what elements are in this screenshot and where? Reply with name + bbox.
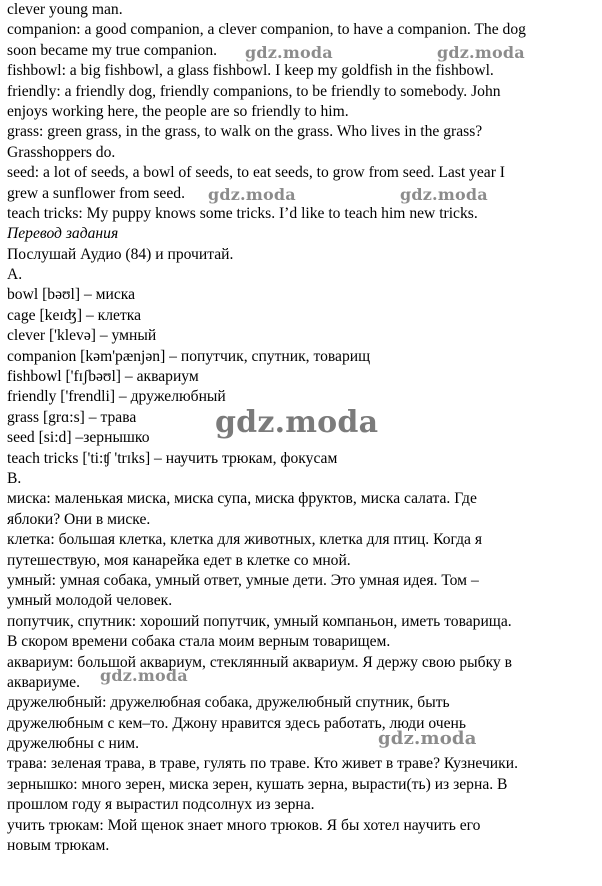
vocab-entry: friendly ['frendli] – дружелюбный (7, 388, 226, 406)
text-line: teach tricks: My puppy knows some tricks. I’d like to teach him new tricks. (7, 204, 478, 222)
vocab-entry: grass [grɑ:s] – трава (7, 408, 137, 426)
text-line: учить трюкам: Мой щенок знает много трюков. Я бы хотел научить его (7, 816, 481, 834)
text-line: миска: маленькая миска, миска супа, миска фруктов, миска салата. Где (7, 490, 477, 508)
text-line: friendly: a friendly dog, friendly companions, to be friendly to somebody. John (7, 82, 501, 100)
text-line: enjoys working here, the people are so friendly to him. (7, 102, 349, 120)
watermark-large: gdz.moda (215, 405, 379, 440)
text-line: grew a sunflower from seed. (7, 184, 185, 202)
watermark: gdz.moda (378, 728, 477, 749)
text-line: зернышко: много зерен, миска зерен, кушать зерна, вырасти(ть) из зерна. В (7, 775, 508, 793)
vocab-entry: fishbowl ['fɪʃbəʊl] – аквариум (7, 368, 199, 386)
text-line: дружелюбны с ним. (7, 735, 139, 753)
text-line: grass: green grass, in the grass, to walk on the grass. Who lives in the grass? (7, 123, 483, 141)
text-line: аквариум: большой аквариум, стеклянный аквариум. Я держу свою рыбку в (7, 653, 512, 671)
vocab-entry: teach tricks ['ti:ʧ 'trɪks] – научить трюкам, фокусам (7, 449, 338, 467)
text-line: попутчик, спутник: хороший попутчик, умный компаньон, иметь товарища. (7, 612, 512, 630)
vocab-entry: companion [kəm'pænjən] – попутчик, спутник, товарищ (7, 347, 371, 365)
text-line: Grasshoppers do. (7, 143, 116, 161)
text-line: клетка: большая клетка, клетка для животных, клетка для птиц. Когда я (7, 531, 483, 549)
text-line: аквариуме. (7, 673, 80, 691)
text-line: прошлом году я вырастил подсолнух из зерна. (7, 796, 315, 814)
section-label-a: A. (7, 266, 23, 284)
text-line: умный молодой человек. (7, 592, 173, 610)
watermark: gdz.moda (437, 43, 525, 62)
text-line: seed: a lot of seeds, a bowl of seeds, to eat seeds, to grow from seed. Last year I (7, 164, 505, 182)
text-line: яблоки? Они в миске. (7, 510, 151, 528)
vocab-entry: cage [keɪʤ] – клетка (7, 306, 142, 324)
text-line: дружелюбный: дружелюбная собака, дружелюбный спутник, быть (7, 694, 450, 712)
text-line: новым трюкам. (7, 837, 110, 855)
text-line: умный: умная собака, умный ответ, умные дети. Это умная идея. Том – (7, 571, 479, 589)
watermark: gdz.moda (245, 43, 333, 62)
text-line: companion: a good companion, a clever companion, to have a companion. The dog (7, 21, 526, 39)
vocab-entry: bowl [bəʊl] – миска (7, 286, 136, 304)
vocab-entry: seed [si:d] –зернышко (7, 429, 150, 447)
vocab-entry: clever ['klevə] – умный (7, 327, 157, 345)
watermark: gdz.moda (208, 185, 296, 204)
text-line: трава: зеленая трава, в траве, гулять по траве. Кто живет в траве? Кузнечики. (7, 755, 518, 773)
section-label-b: B. (7, 469, 22, 487)
text-line: дружелюбным с кем–то. Джону нравится здесь работать, люди очень (7, 714, 466, 732)
text-line: Послушай Аудио (84) и прочитай. (7, 245, 234, 263)
text-line: fishbowl: a big fishbowl, a glass fishbowl. I keep my goldfish in the fishbowl. (7, 62, 494, 80)
text-line: clever young man. (7, 1, 123, 18)
watermark: gdz.moda (100, 666, 188, 685)
text-line: soon became my true companion. (7, 41, 218, 59)
text-line: путешествую, моя канарейка едет в клетке со мной. (7, 551, 351, 569)
section-heading: Перевод задания (7, 225, 119, 243)
watermark: gdz.moda (400, 185, 488, 204)
text-line: В скором времени собака стала моим верным товарищем. (7, 633, 391, 651)
